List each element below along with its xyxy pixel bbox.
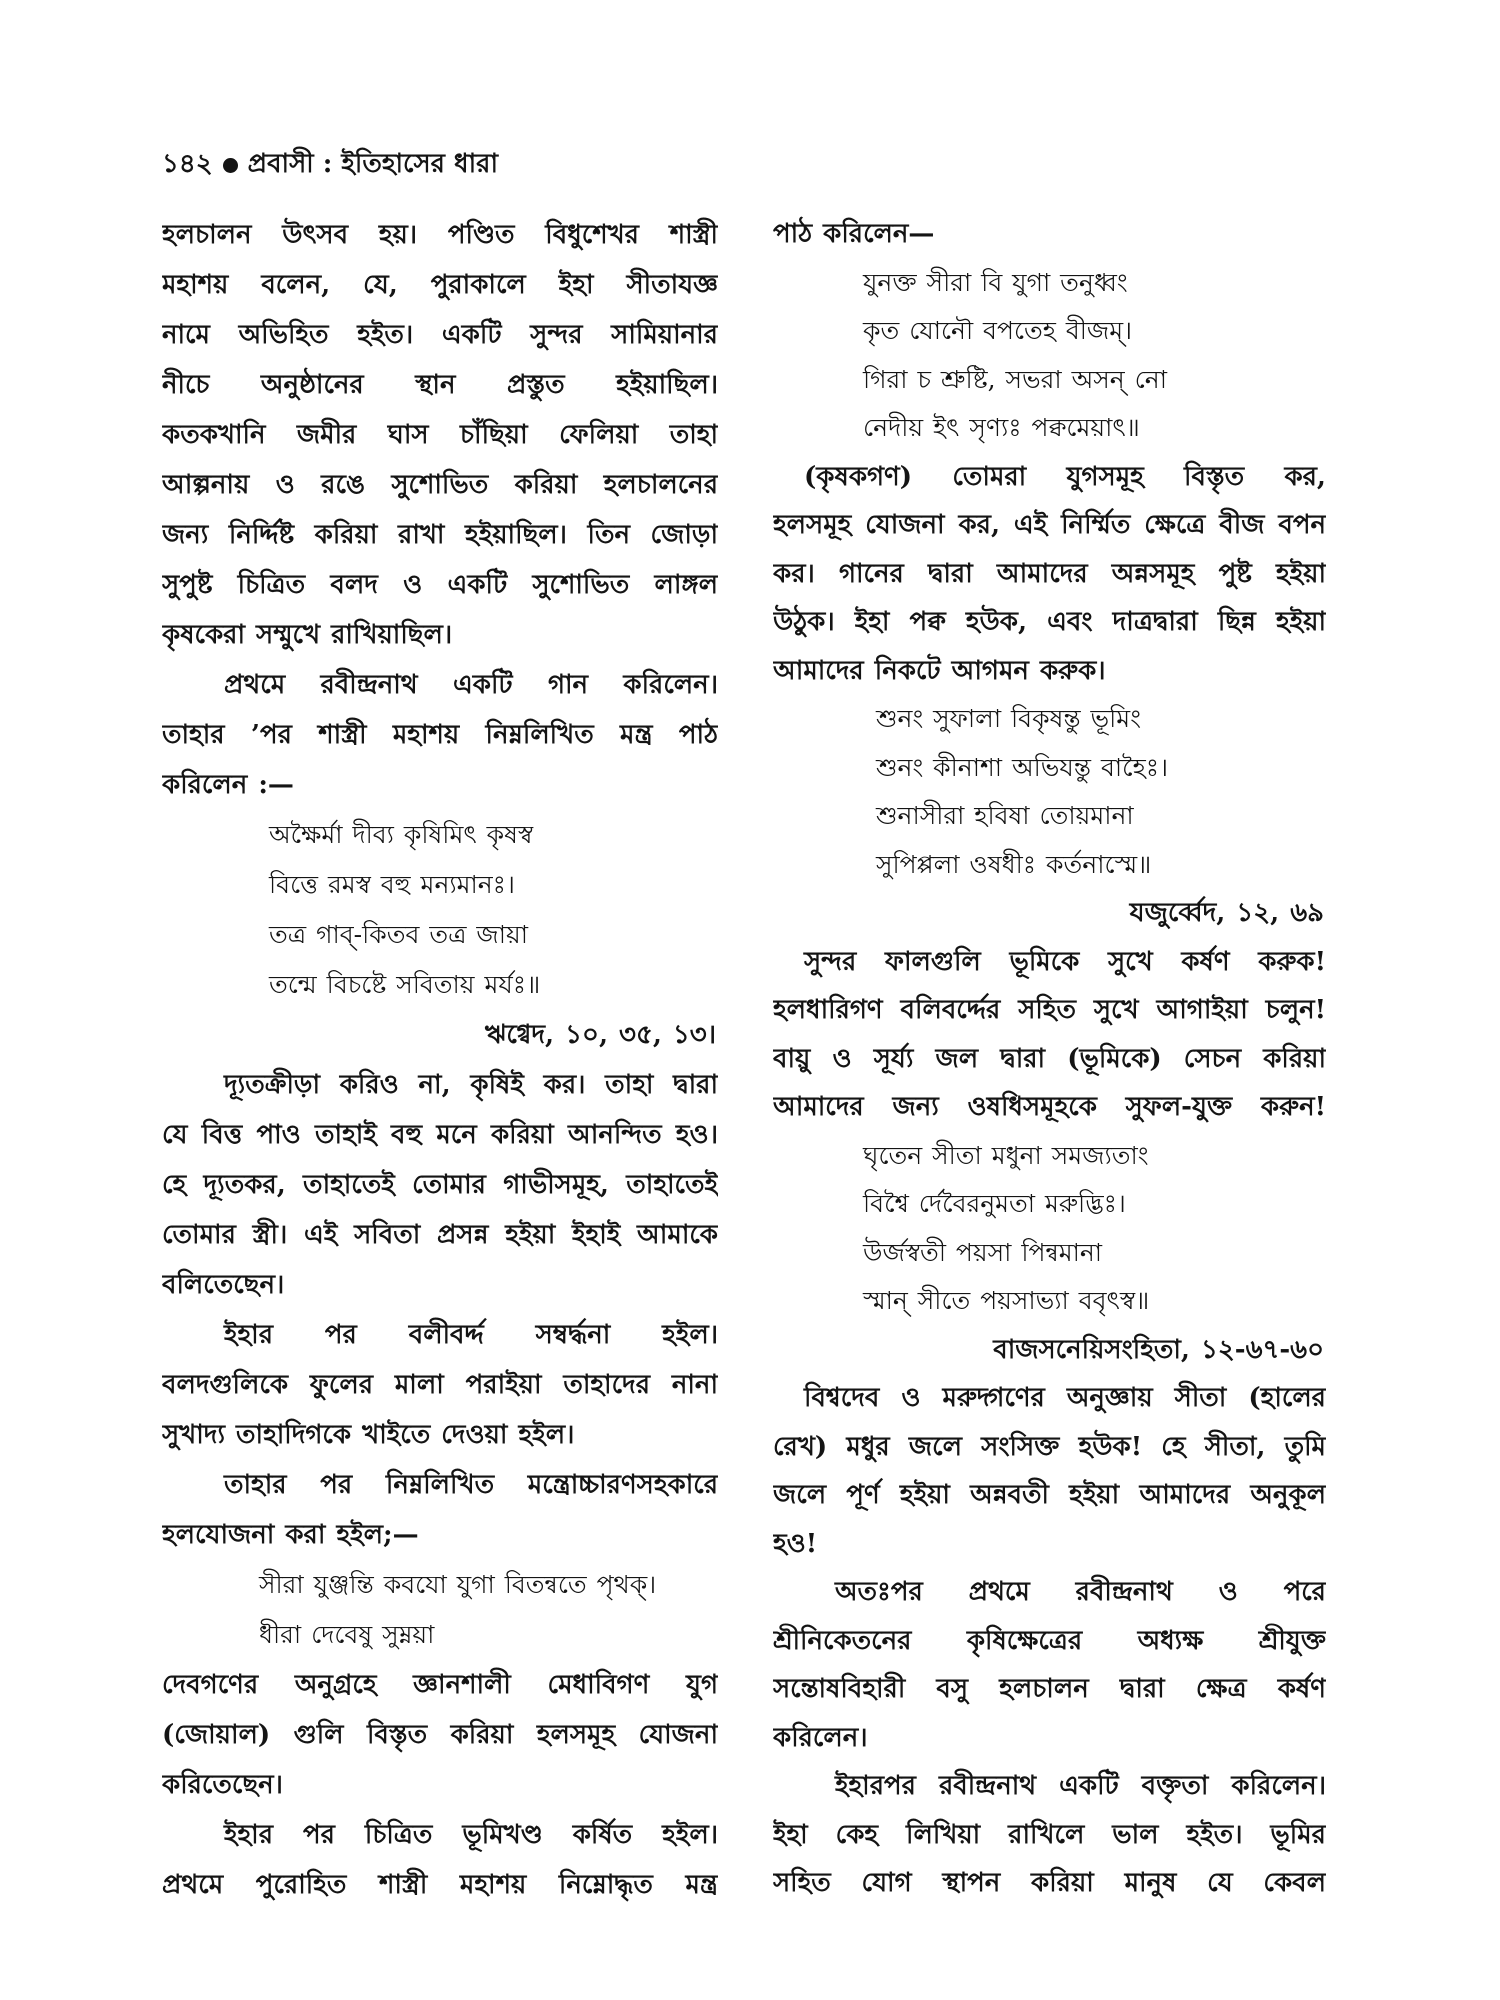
text-line: বলদগুলিকে ফুলের মালা পরাইয়া তাহাদের নানা [162,1370,718,1400]
text-line: প্রথমে রবীন্দ্রনাথ একটি গান করিলেন। [224,670,718,700]
text-line: সহিত যোগ স্থাপন করিয়া মানুষ যে কেবল [773,1868,1326,1898]
text-line: ইহার পর চিত্রিত ভূমিখণ্ড কর্ষিত হইল। [224,1820,718,1850]
text-line: সুন্দর ফালগুলি ভূমিকে সুখে কর্ষণ করুক! [804,946,1326,977]
verse-line: বিত্তে রমস্ব বহু মন্যমানঃ। [269,870,515,899]
verse-line: গিরা চ শ্রুষ্টি, সভরা অসন্ নো [863,364,1167,394]
verse-block [162,1560,718,1660]
verse-line: তত্র গাব্-কিতব তত্র জায়া [269,920,528,949]
text-line: দ্যূতক্রীড়া করিও না, কৃষিই কর। তাহা দ্বারা [224,1070,718,1100]
text-line: তাহার পর নিম্নলিখিত মন্ত্রোচ্চারণসহকারে [224,1470,718,1500]
verse-line: বিশ্বৈ র্দেবৈরনুমতা মরুদ্ভিঃ। [863,1189,1126,1218]
verse-block [773,259,1326,453]
text-line: হলযোজনা করা হইল;— [162,1520,419,1550]
text-line: কতকখানি জমীর ঘাস চাঁছিয়া ফেলিয়া তাহা [162,420,718,450]
verse-line: শুনং সুফালা বিকৃষন্তু ভূমিং [876,704,1141,733]
text-line: (কৃষকগণ) তোমরা যুগসমূহ বিস্তৃত কর, [804,461,1326,492]
paragraph [162,1060,718,1310]
verse-line: যুনক্ত সীরা বি যুগা তনুধ্বং [863,267,1128,297]
paragraph [162,1310,718,1460]
text-line: বিশ্বদেব ও মরুদ্গণের অনুজ্ঞায় সীতা (হালের [804,1383,1326,1413]
citation-text: বাজসনেয়িসংহিতা, ১২-৬৭-৬০ [993,1334,1324,1365]
text-line: জন্য নির্দ্দিষ্ট করিয়া রাখা হইয়াছিল। তিন জোড়া [162,520,718,550]
text-line: আমাদের জন্য ওষধিসমূহকে সুফল-যুক্ত করুন! [773,1092,1326,1122]
citation [162,1010,718,1060]
text-line: দেবগণের অনুগ্রহে জ্ঞানশালী মেধাবিগণ যুগ [162,1670,718,1700]
text-line: তোমার স্ত্রী। এই সবিতা প্রসন্ন হইয়া ইহাই আমাকে [162,1220,718,1250]
text-line: আমাদের নিকটে আগমন করুক। [773,655,1106,686]
text-line: করিলেন। [773,1722,868,1753]
verse-line: অক্ষৈর্মা দীব্য কৃষিমিৎ কৃষস্ব [269,820,534,849]
verse-block [773,695,1326,889]
text-line: রেখ) মধুর জলে সংসিক্ত হউক! হে সীতা, তুমি [773,1431,1326,1462]
verse-block [773,1132,1326,1326]
citation [773,889,1326,938]
paragraph [773,938,1326,1132]
text-line: নীচে অনুষ্ঠানের স্থান প্রস্তুত হইয়াছিল। [162,370,718,400]
page-number: ১৪২ [162,149,213,179]
bullet-icon [223,158,238,173]
text-line: (জোয়াল) গুলি বিস্তৃত করিয়া হলসমূহ যোজনা [162,1720,718,1750]
paragraph [162,1660,718,1810]
verse-line: স্মান্ সীতে পয়সাভ্যা ববৃৎস্ব॥ [863,1286,1150,1315]
text-line: সুখাদ্য তাহাদিগকে খাইতে দেওয়া হইল। [162,1420,575,1450]
paragraph [162,660,718,810]
paragraph [162,210,718,660]
left-column [162,210,718,1910]
verse-line: তন্মে বিচষ্টে সবিতায় মর্যঃ॥ [269,970,541,999]
text-line: বায়ু ও সূর্য্য জল দ্বারা (ভূমিকে) সেচন করিয়া [773,1043,1326,1074]
text-line: প্রথমে পুরোহিত শাস্ত্রী মহাশয় নিম্নোদ্ধৃত মন্ত্র [162,1870,718,1900]
verse-line: কৃত যোনৌ বপতেহ বীজম্। [863,316,1133,345]
paragraph [162,1460,718,1560]
running-title: প্রবাসী : ইতিহাসের ধারা [247,149,498,179]
paragraph [773,1762,1326,1908]
text-line: হে দ্যূতকর, তাহাতেই তোমার গাভীসমূহ, তাহাতেই [162,1170,718,1200]
text-line: হলসমূহ যোজনা কর, এই নির্ম্মিত ক্ষেত্রে বীজ বপন [773,510,1326,540]
text-line: জলে পূর্ণ হইয়া অন্নবতী হইয়া আমাদের অনুকূল [773,1480,1326,1510]
text-line: সন্তোষবিহারী বসু হলচালন দ্বারা ক্ষেত্র কর্ষণ [773,1674,1326,1704]
citation-text: যজুর্ব্বেদ, ১২, ৬৯ [1129,898,1324,928]
text-line: তাহার ’পর শাস্ত্রী মহাশয় নিম্নলিখিত মন্ত্র পাঠ [162,720,718,750]
text-line: ইহারপর রবীন্দ্রনাথ একটি বক্তৃতা করিলেন। [835,1771,1326,1801]
verse-line: উর্জস্বতী পয়সা পিন্বমানা [863,1237,1103,1267]
right-column [773,210,1326,1908]
paragraph [773,210,1326,259]
verse-line: সুপিপ্পলা ওষধীঃ কর্তনাস্মে॥ [876,849,1152,879]
verse-line: ঘৃতেন সীতা মধুনা সমজ্যতাং [863,1140,1149,1170]
text-line: সুপুষ্ট চিত্রিত বলদ ও একটি সুশোভিত লাঙ্গল [162,570,718,600]
text-line: ইহা কেহ লিখিয়া রাখিলে ভাল হইত। ভূমির [773,1819,1326,1850]
verse-line: শুনং কীনাশা অভিযন্তু বাহৈঃ। [876,752,1169,782]
text-line: শ্রীনিকেতনের কৃষিক্ষেত্রের অধ্যক্ষ শ্রীযুক্ত [773,1625,1326,1656]
text-line: যে বিত্ত পাও তাহাই বহু মনে করিয়া আনন্দিত হও। [162,1120,718,1150]
verse-line: সীরা যুঞ্জন্তি কবযো যুগা বিতন্বতে পৃথক্। [259,1570,657,1599]
text-line: কৃষকেরা সম্মুখে রাখিয়াছিল। [162,620,453,650]
text-line: উঠুক। ইহা পক্ব হউক, এবং দাত্রদ্বারা ছিন্ন হইয়া [773,607,1326,637]
text-line: করিতেছেন। [162,1770,283,1800]
text-line: মহাশয় বলেন, যে, পুরাকালে ইহা সীতাযজ্ঞ [162,270,718,300]
text-line: অতঃপর প্রথমে রবীন্দ্রনাথ ও পরে [835,1577,1326,1607]
verse-line: শুনাসীরা হবিষা তোয়মানা [876,801,1134,830]
paragraph [773,1374,1326,1568]
verse-line: নেদীয় ইৎ সৃণ্যঃ পক্বমেয়াৎ॥ [863,413,1140,442]
verse-line: ধীরা দেবেষু সুম্নয়া [259,1620,435,1649]
text-line: হলচালন উৎসব হয়। পণ্ডিত বিধুশেখর শাস্ত্রী [162,220,718,250]
text-line: আল্পনায় ও রঙে সুশোভিত করিয়া হলচালনের [162,470,718,500]
text-line: নামে অভিহিত হইত। একটি সুন্দর সামিয়ানার [162,320,718,350]
verse-block [162,810,718,1010]
text-line: পাঠ করিলেন— [773,219,935,249]
text-line: ইহার পর বলীবর্দ্দ সম্বর্দ্ধনা হইল। [224,1320,718,1350]
citation [773,1326,1326,1375]
page-header [162,144,498,186]
text-line: করিলেন :— [162,770,294,800]
text-line: বলিতেছেন। [162,1270,285,1300]
paragraph [773,453,1326,696]
text-line: হও! [773,1528,818,1559]
text-line: হলধারিগণ বলিবর্দ্দের সহিত সুখে আগাইয়া চলুন! [773,995,1326,1025]
paragraph [162,1810,718,1910]
paragraph [773,1568,1326,1762]
citation-text: ঋগ্বেদ, ১০, ৩৫, ১৩। [484,1020,716,1050]
text-line: কর। গানের দ্বারা আমাদের অন্নসমূহ পুষ্ট হইয়া [773,558,1326,589]
